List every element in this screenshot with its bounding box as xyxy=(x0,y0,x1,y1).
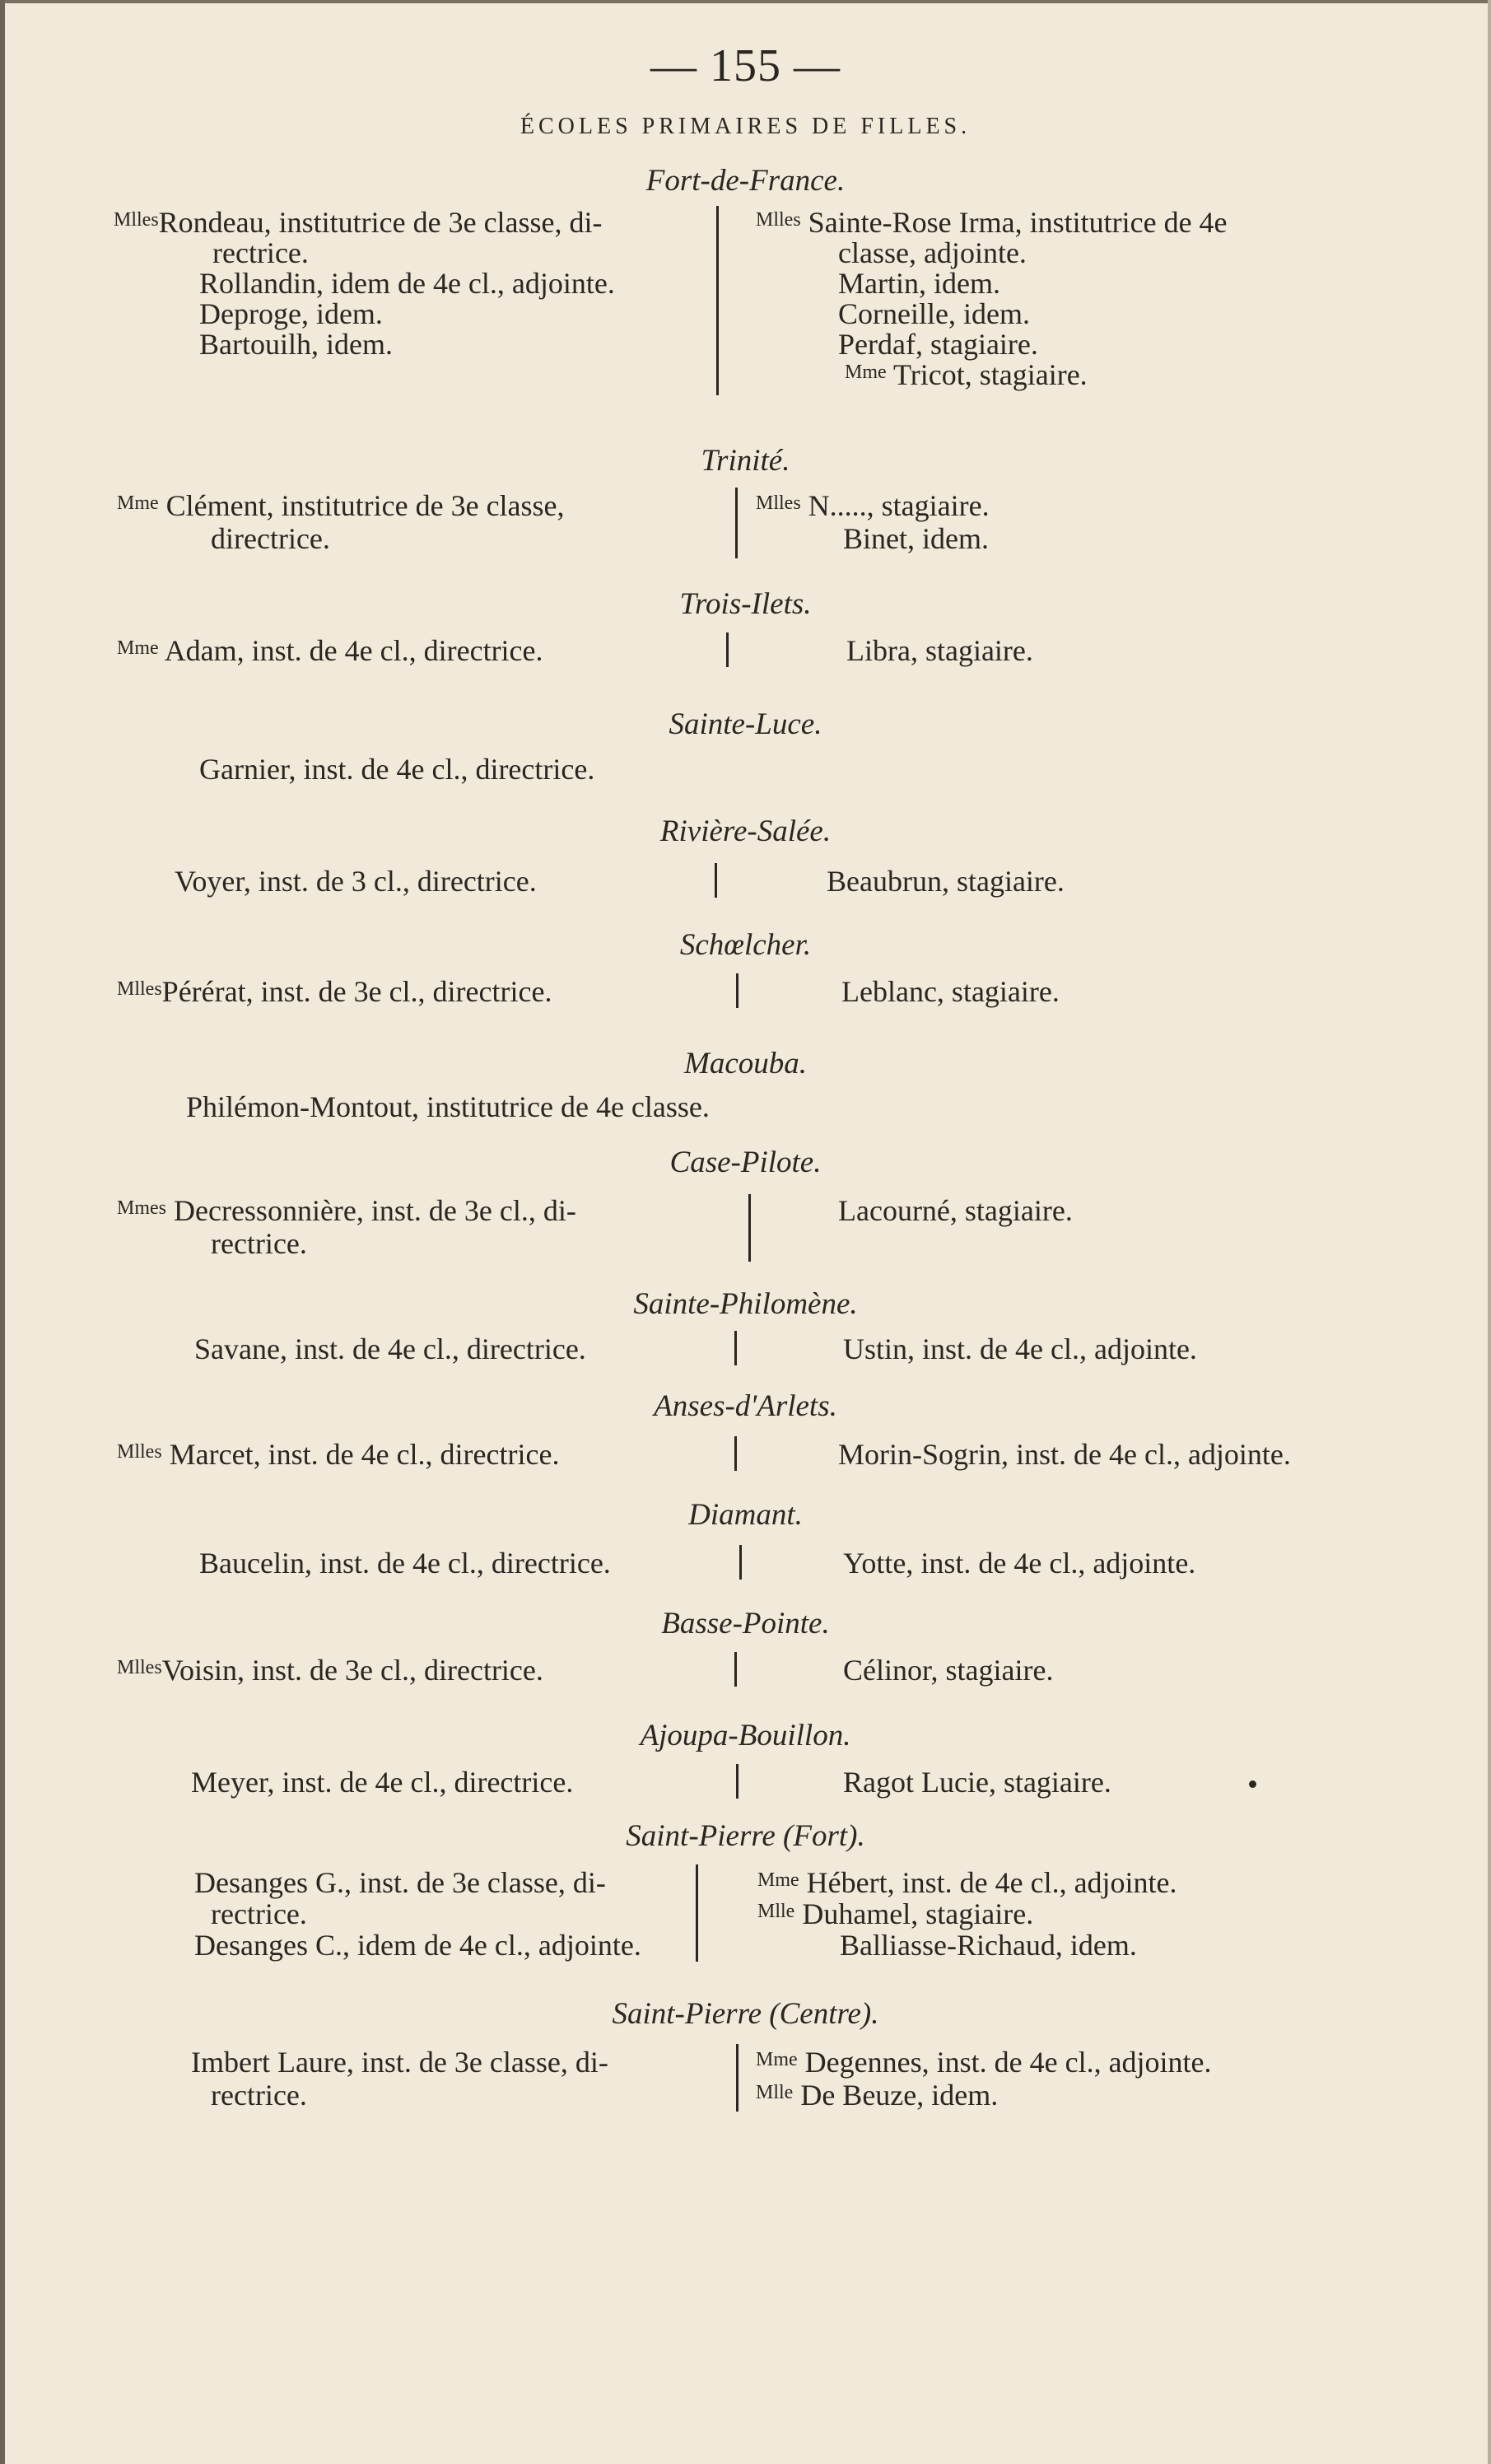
title-abbr: Mlle xyxy=(756,2082,794,2103)
entry-spf-left-1: Desanges G., inst. de 3e classe, di- xyxy=(194,1866,606,1899)
place-trois-ilets: Trois-Ilets. xyxy=(679,587,812,621)
place-trinite: Trinité. xyxy=(701,444,790,478)
entry-cp-right: Lacourné, stagiaire. xyxy=(838,1194,1073,1227)
entry-ff-right-1: $^{Mlles}$ Sainte-Rose Irma, institutrice de 4e xyxy=(756,206,1228,239)
entry-ma-left: Philémon-Montout, institutrice de 4e classe. xyxy=(186,1090,710,1123)
place-anses-d-arlets: Anses-d'Arlets. xyxy=(654,1389,837,1423)
entry-ff-left-3: Rollandin, idem de 4e cl., adjointe. xyxy=(199,267,615,300)
entry-spc-left-1: Imbert Laure, inst. de 3e classe, di- xyxy=(191,2046,608,2079)
entry-tr-left-1: $^{Mme}$ Clément, institutrice de 3e classe, xyxy=(117,489,565,522)
title-abbr: Mme xyxy=(845,362,887,383)
place-basse-pointe: Basse-Pointe. xyxy=(661,1607,830,1640)
entry-bp-right: Célinor, stagiaire. xyxy=(843,1654,1054,1687)
title-abbr: Mlles xyxy=(117,978,162,1000)
column-divider xyxy=(739,1545,742,1580)
entry-bp-left: $^{Mlles}$Voisin, inst. de 3e cl., directrice. xyxy=(117,1654,543,1687)
entry-aa-right: Morin-Sogrin, inst. de 4e cl., adjointe. xyxy=(838,1438,1291,1471)
entry-cp-left-1: $^{Mmes}$ Decressonnière, inst. de 3e cl., di- xyxy=(117,1194,576,1227)
place-ajoupa-bouillon: Ajoupa-Bouillon. xyxy=(640,1719,851,1752)
entry-rs-left: Voyer, inst. de 3 cl., directrice. xyxy=(175,865,537,898)
entry-ab-left: Meyer, inst. de 4e cl., directrice. xyxy=(191,1766,574,1799)
column-divider xyxy=(726,632,729,667)
title-abbr: Mlles xyxy=(117,1441,162,1463)
column-divider xyxy=(716,206,719,395)
entry-sc-left: $^{Mlles}$Pérérat, inst. de 3e cl., directrice. xyxy=(117,975,552,1008)
column-divider xyxy=(734,1652,737,1687)
place-diamant: Diamant. xyxy=(688,1498,803,1532)
place-case-pilote: Case-Pilote. xyxy=(669,1146,822,1179)
column-divider xyxy=(736,1764,739,1799)
entry-ti-left: $^{Mme}$ Adam, inst. de 4e cl., directrice. xyxy=(117,634,543,667)
title-abbr: Mme xyxy=(757,1869,799,1891)
entry-ff-right-4: Corneille, idem. xyxy=(838,297,1030,330)
title-abbr: Mme xyxy=(117,637,159,659)
entry-ff-left-1: $^{Mlles}$Rondeau, institutrice de 3e classe, di- xyxy=(114,206,603,239)
column-divider xyxy=(715,863,717,898)
column-divider xyxy=(734,1436,737,1471)
place-schoelcher: Schœlcher. xyxy=(679,928,812,962)
entry-ff-right-6: $^{Mme}$ Tricot, stagiaire. xyxy=(845,358,1088,391)
entry-spc-right-1: $^{Mme}$ Degennes, inst. de 4e cl., adjointe. xyxy=(756,2046,1212,2079)
entry-sp-right: Ustin, inst. de 4e cl., adjointe. xyxy=(843,1332,1197,1365)
entry-sc-right: Leblanc, stagiaire. xyxy=(841,975,1060,1008)
page-heading: ÉCOLES PRIMAIRES DE FILLES. xyxy=(520,114,971,139)
title-abbr: Mlles xyxy=(756,492,801,514)
column-divider xyxy=(748,1194,751,1262)
title-abbr: Mmes xyxy=(117,1197,166,1219)
entry-ff-left-4: Deproge, idem. xyxy=(199,297,383,330)
entry-ff-right-2: classe, adjointe. xyxy=(838,236,1027,269)
entry-spf-right-3: Balliasse-Richaud, idem. xyxy=(840,1929,1137,1962)
ink-dot xyxy=(1249,1780,1256,1788)
entry-rs-right: Beaubrun, stagiaire. xyxy=(827,865,1065,898)
entry-spc-right-2: $^{Mlle}$ De Beuze, idem. xyxy=(756,2079,999,2112)
entry-spf-right-1: $^{Mme}$ Hébert, inst. de 4e cl., adjointe. xyxy=(757,1866,1177,1899)
entry-sp-left: Savane, inst. de 4e cl., directrice. xyxy=(194,1332,586,1365)
place-sainte-philomene: Sainte-Philomène. xyxy=(633,1287,858,1321)
entry-sl-left: Garnier, inst. de 4e cl., directrice. xyxy=(199,753,595,786)
entry-tr-right-2: Binet, idem. xyxy=(843,522,989,555)
title-abbr: Mlles xyxy=(117,1657,162,1678)
column-divider xyxy=(696,1864,698,1962)
entry-ff-left-2: rectrice. xyxy=(212,236,309,269)
title-abbr: Mlles xyxy=(114,209,159,231)
column-divider xyxy=(734,1331,737,1365)
entry-di-right: Yotte, inst. de 4e cl., adjointe. xyxy=(843,1547,1196,1580)
place-macouba: Macouba. xyxy=(684,1047,807,1080)
column-divider xyxy=(736,973,739,1008)
column-divider xyxy=(735,488,738,558)
place-sainte-luce: Sainte-Luce. xyxy=(669,707,822,741)
page-left-edge xyxy=(0,0,5,2464)
entry-ff-right-5: Perdaf, stagiaire. xyxy=(838,328,1038,361)
place-fort-de-france: Fort-de-France. xyxy=(645,164,846,198)
entry-ff-right-3: Martin, idem. xyxy=(838,267,1000,300)
column-divider xyxy=(736,2044,739,2112)
entry-spf-left-3: Desanges C., idem de 4e cl., adjointe. xyxy=(194,1929,641,1962)
page-top-edge xyxy=(0,0,1491,3)
title-abbr: Mme xyxy=(117,492,159,514)
entry-ff-left-5: Bartouilh, idem. xyxy=(199,328,393,361)
entry-tr-right-1: $^{Mlles}$ N....., stagiaire. xyxy=(756,489,990,522)
title-abbr: Mme xyxy=(756,2049,798,2070)
entry-tr-left-2: directrice. xyxy=(211,522,330,555)
entry-spf-right-2: $^{Mlle}$ Duhamel, stagiaire. xyxy=(757,1897,1034,1930)
place-saint-pierre-fort: Saint-Pierre (Fort). xyxy=(626,1819,865,1853)
entry-aa-left: $^{Mlles}$ Marcet, inst. de 4e cl., directrice. xyxy=(117,1438,560,1471)
title-abbr: Mlle xyxy=(757,1901,795,1922)
entry-spc-left-2: rectrice. xyxy=(211,2079,307,2112)
entry-ab-right: Ragot Lucie, stagiaire. xyxy=(843,1766,1111,1799)
page-right-edge xyxy=(1488,0,1491,2464)
page-number: — 155 — xyxy=(650,40,841,91)
place-riviere-salee: Rivière-Salée. xyxy=(659,814,832,848)
entry-ti-right: Libra, stagiaire. xyxy=(846,634,1033,667)
entry-cp-left-2: rectrice. xyxy=(211,1227,307,1260)
entry-di-left: Baucelin, inst. de 4e cl., directrice. xyxy=(199,1547,611,1580)
title-abbr: Mlles xyxy=(756,209,801,231)
place-saint-pierre-centre: Saint-Pierre (Centre). xyxy=(612,1997,879,2031)
entry-spf-left-2: rectrice. xyxy=(211,1897,307,1930)
